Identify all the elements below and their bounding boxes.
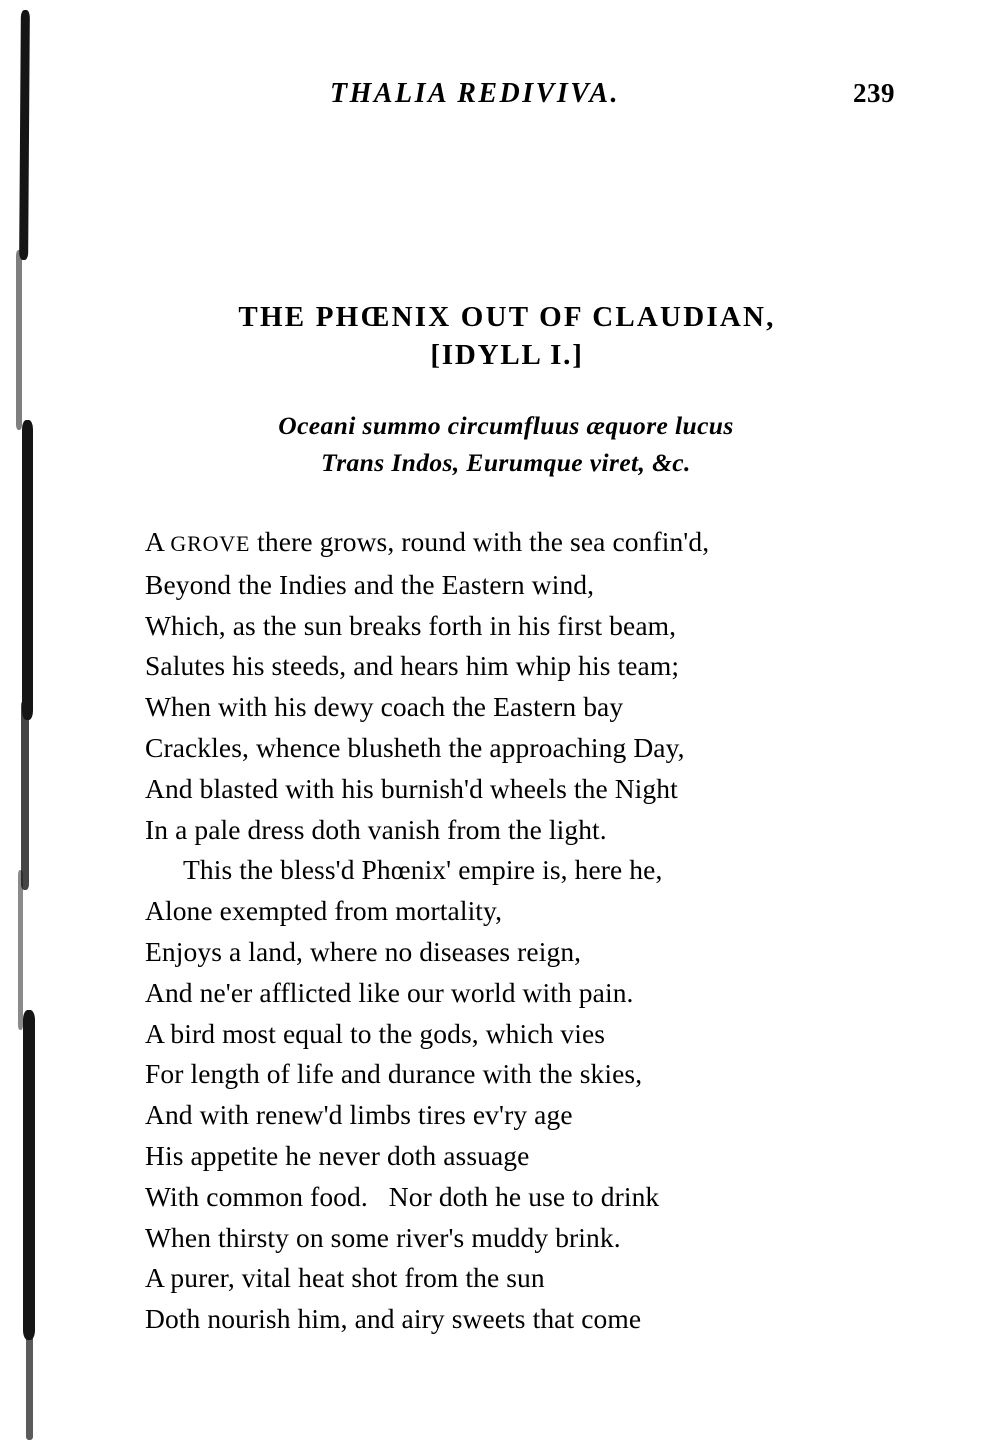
verse-line: His appetite he never doth assuage <box>145 1139 530 1171</box>
verse-line: A purer, vital heat shot from the sun <box>145 1262 545 1294</box>
verse-line: In a pale dress doth vanish from the light. <box>145 813 607 845</box>
verse-line: And ne'er afflicted like our world with pain. <box>145 976 634 1008</box>
verse-line: Enjoys a land, where no diseases reign, <box>145 935 582 967</box>
verse-line: When with his dewy coach the Eastern bay <box>145 691 624 723</box>
verse-line: This the bless'd Phœnix' empire is, here he, <box>183 854 663 886</box>
page-title: THE PHŒNIX OUT OF CLAUDIAN, <box>238 301 776 333</box>
verse-line: A bird most equal to the gods, which vies <box>145 1017 606 1049</box>
small-caps-opening: A GROVE <box>145 526 251 557</box>
poem-subtitle: [IDYLL I.] <box>430 338 584 371</box>
running-head-title: THALIA REDIVIVA. <box>330 78 621 109</box>
running-head <box>140 78 900 118</box>
poem-body <box>145 522 935 1340</box>
verse-line: Which, as the sun breaks forth in his first beam, <box>145 609 677 641</box>
epigraph-line-1: Oceani summo circumfluus æquore lucus <box>278 411 734 440</box>
verse-line: Beyond the Indies and the Eastern wind, <box>145 568 595 600</box>
verse-line: With common food. Nor doth he use to drink <box>145 1180 660 1212</box>
verse-line: And with renew'd limbs tires ev'ry age <box>145 1099 573 1131</box>
verse-line: Alone exempted from mortality, <box>145 895 503 927</box>
verse-line: A GROVE there grows, round with the sea confin'd, <box>145 526 710 557</box>
poem-title-block <box>0 296 986 372</box>
verse-line: And blasted with his burnish'd wheels the Night <box>145 772 678 804</box>
verse-line: For length of life and durance with the skies, <box>145 1058 643 1090</box>
verse-line: Doth nourish him, and airy sweets that come <box>145 1303 642 1335</box>
verse-line: Salutes his steeds, and hears him whip his team; <box>145 650 680 682</box>
latin-epigraph <box>0 408 986 481</box>
verse-line: When thirsty on some river's muddy brink. <box>145 1221 621 1253</box>
page-number: 239 <box>853 78 895 108</box>
verse-line: Crackles, whence blusheth the approaching Day, <box>145 731 685 763</box>
epigraph-line-2: Trans Indos, Eurumque viret, &c. <box>321 447 691 477</box>
